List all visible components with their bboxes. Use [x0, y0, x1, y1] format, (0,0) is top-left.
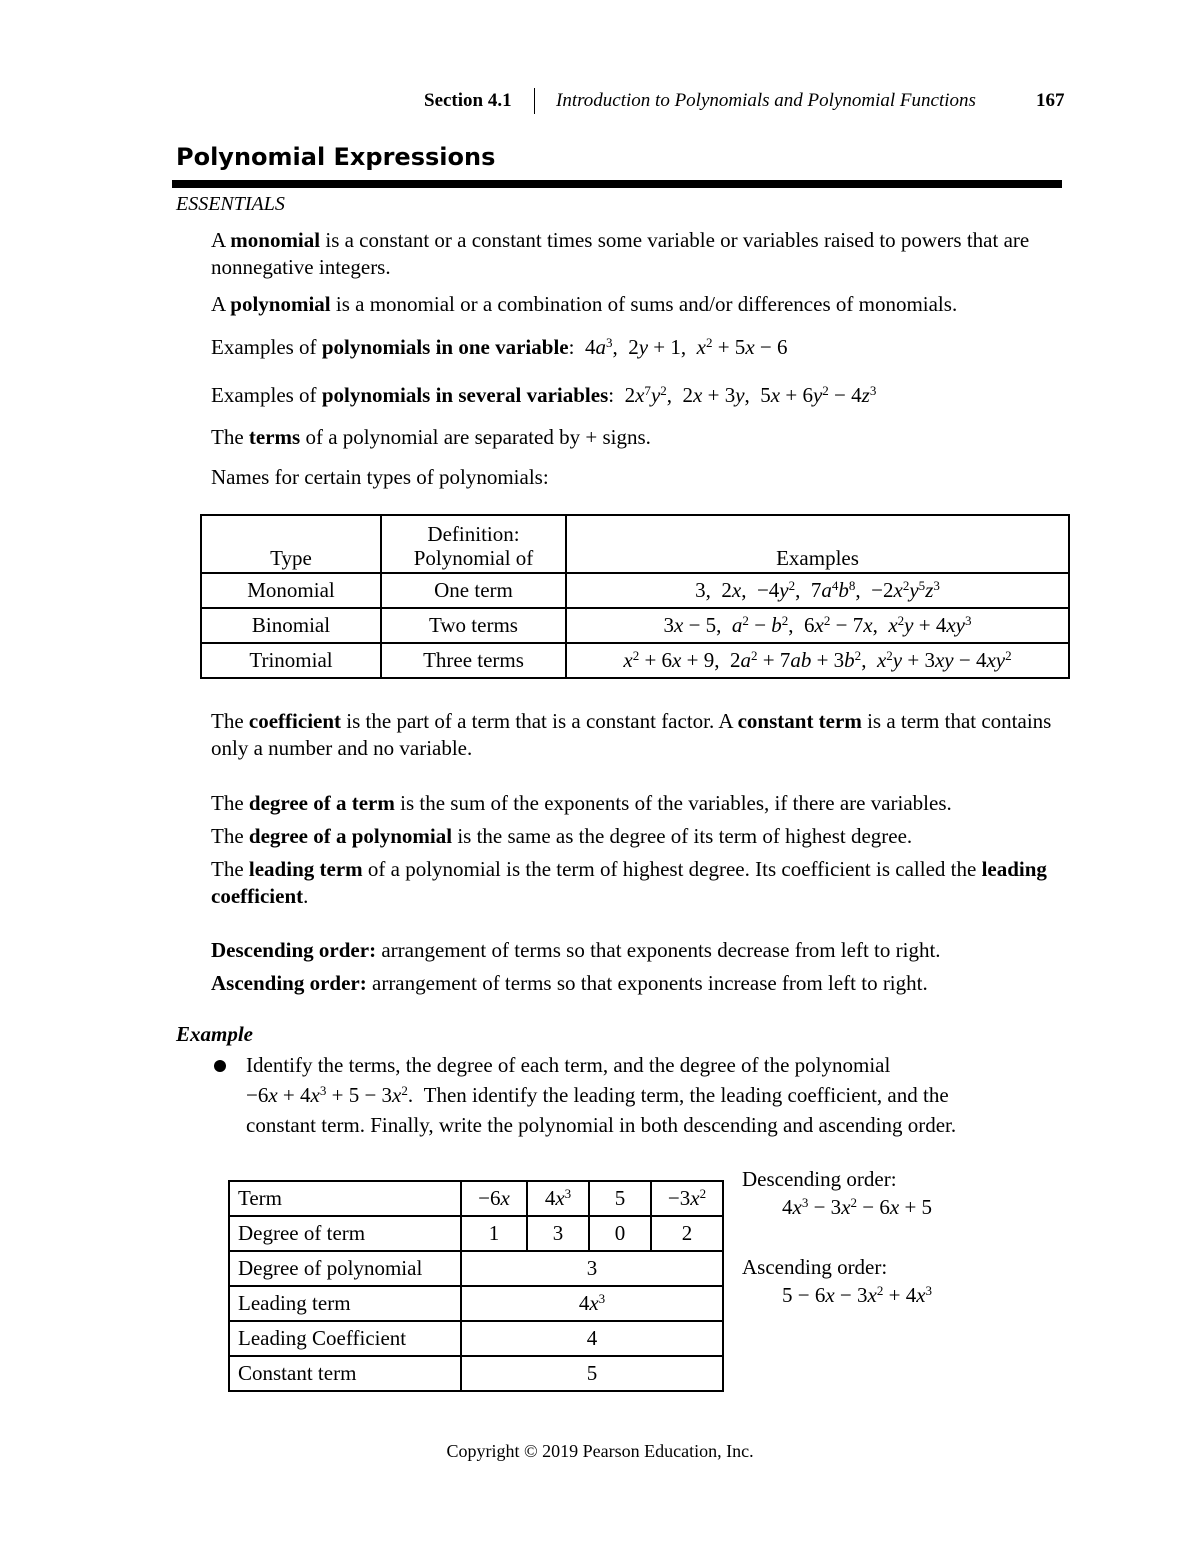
term-polynomial: polynomial: [230, 292, 331, 316]
term-ascending: Ascending order:: [211, 971, 367, 995]
header-type: Type: [201, 515, 381, 573]
text: is a term that contains only a number and no variable.: [211, 709, 1052, 760]
monomial-definition: [211, 227, 1071, 281]
polynomial-types-table: [200, 514, 1070, 679]
copyright-footer: Copyright © 2019 Pearson Education, Inc.: [446, 1441, 754, 1461]
type-cell: Binomial: [201, 608, 381, 643]
term-leading-term: leading term: [248, 857, 363, 881]
bullet-icon: [214, 1060, 226, 1072]
value-cell: 3: [461, 1251, 723, 1286]
math-expression: $-6x + 4x^3 + 5 - 3x^2$.: [246, 1082, 414, 1107]
degree-cell: 3: [527, 1216, 589, 1251]
running-header: [424, 88, 1064, 116]
example-heading: Example: [176, 1022, 253, 1046]
text: The: [211, 709, 244, 733]
text: is the same as the degree of its term of highest degree.: [457, 824, 913, 848]
type-cell: Trinomial: [201, 643, 381, 678]
row-label: Constant term: [229, 1356, 461, 1391]
type-cell: Monomial: [201, 573, 381, 608]
ascending-order-answer: [742, 1253, 932, 1309]
term-constant-term: constant term: [737, 709, 862, 733]
text: arrangement of terms so that exponents increase from left to right.: [372, 971, 928, 995]
text: arrangement of terms so that exponents decrease from left to right.: [381, 938, 941, 962]
descending-order-answer: [742, 1165, 932, 1221]
value-cell: 5: [461, 1356, 723, 1391]
table-row: [229, 1286, 723, 1321]
table-row: [201, 573, 1069, 608]
term-coefficient: coefficient: [248, 709, 342, 733]
text: is the sum of the exponents of the variables, if there are variables.: [400, 791, 952, 815]
examples-cell: $x^2 + 6x + 9$, $2a^2 + 7ab + 3b^2$, $x^2y + 3xy - 4xy^2$: [566, 643, 1069, 678]
math-expression: $2x^7y^2$, 2x + 3y, $5x + 6y^2 - 4z^3$: [624, 382, 877, 407]
page-title: Polynomial Expressions: [176, 143, 496, 171]
row-label: Leading term: [229, 1286, 461, 1321]
term-degree-of-term: degree of a term: [248, 791, 395, 815]
text: The: [211, 425, 244, 449]
degree-cell: 2: [651, 1216, 723, 1251]
text: A: [211, 228, 226, 252]
section-title: Introduction to Polynomials and Polynomial Functions: [556, 90, 976, 111]
term-cell: 5: [589, 1181, 651, 1216]
math-expression: $4a^3$, 2y + 1, $x^2 + 5x - 6$: [584, 334, 788, 359]
coefficient-definition: [211, 708, 1071, 762]
text: A: [211, 292, 226, 316]
table-row: [229, 1321, 723, 1356]
example-table: [228, 1180, 724, 1392]
table-row: [229, 1356, 723, 1391]
polynomial-definition: [211, 291, 1071, 318]
header-divider: [534, 88, 535, 114]
table-row: [229, 1251, 723, 1286]
text: of a polynomial are separated by + signs.: [305, 425, 651, 449]
term-cell: $4x^3$: [527, 1181, 589, 1216]
row-label: Term: [229, 1181, 461, 1216]
term-leading-coefficient: leading coefficient: [211, 857, 1047, 908]
title-rule: [172, 180, 1062, 188]
table-row: [201, 608, 1069, 643]
math-expression: $4x^3 - 3x^2 - 6x + 5$: [782, 1194, 933, 1219]
term-one-variable: polynomials in one variable: [321, 335, 569, 359]
text: .: [303, 884, 309, 908]
math-expression: $5 - 6x - 3x^2 + 4x^3$: [782, 1282, 933, 1307]
text: is a constant or a constant times some variable or variables raised to powers that are nonnegative integers.: [211, 228, 1030, 279]
definition-cell: Two terms: [381, 608, 566, 643]
text: Definition:: [427, 522, 520, 546]
page-number: 167: [1036, 90, 1065, 111]
degree-cell: 1: [461, 1216, 527, 1251]
header-definition: [381, 515, 566, 573]
degree-polynomial-definition: [211, 823, 1071, 850]
text: of a polynomial is the term of highest degree. Its coefficient is called the: [367, 857, 977, 881]
several-variables-examples: Examples of polynomials in several variables: $2x^7y^2$, 2x + 3y, $5x + 6y^2 - 4z^3$: [211, 382, 877, 407]
term-cell: $-3x^2$: [651, 1181, 723, 1216]
examples-cell: 3x − 5, $a^2 - b^2$, $6x^2 - 7x$, $x^2y + 4xy^3$: [566, 608, 1069, 643]
text: The: [211, 824, 244, 848]
text: is a monomial or a combination of sums and/or differences of monomials.: [335, 292, 958, 316]
text: Examples of: [211, 383, 317, 407]
table-header-row: [201, 515, 1069, 573]
row-label: Leading Coefficient: [229, 1321, 461, 1356]
essentials-label: ESSENTIALS: [176, 193, 285, 215]
section-number: Section 4.1: [424, 90, 512, 111]
value-cell: 4: [461, 1321, 723, 1356]
descending-definition: [211, 937, 1071, 964]
text: is the part of a term that is a constant factor. A: [346, 709, 733, 733]
leading-term-definition: [211, 856, 1071, 910]
term-cell: −6x: [461, 1181, 527, 1216]
table-row: [201, 643, 1069, 678]
ascending-label: Ascending order:: [742, 1255, 888, 1279]
term-descending: Descending order:: [211, 938, 377, 962]
degree-term-definition: [211, 790, 1071, 817]
term-terms: terms: [248, 425, 301, 449]
text: The: [211, 791, 244, 815]
examples-cell: 3, 2x, $-4y^2$, $7a^4b^8$, $-2x^2y^5z^3$: [566, 573, 1069, 608]
row-label: Degree of term: [229, 1216, 461, 1251]
table-row: [229, 1181, 723, 1216]
header-examples: Examples: [566, 515, 1069, 573]
row-label: Degree of polynomial: [229, 1251, 461, 1286]
ascending-definition: [211, 970, 1071, 997]
names-intro: Names for certain types of polynomials:: [211, 465, 549, 489]
table-row: [229, 1216, 723, 1251]
text: Identify the terms, the degree of each term, and the degree of the polynomial: [246, 1053, 891, 1077]
terms-definition: [211, 424, 1071, 451]
text: Examples of: [211, 335, 317, 359]
text: Polynomial of: [413, 546, 534, 570]
text: The: [211, 857, 244, 881]
definition-cell: Three terms: [381, 643, 566, 678]
degree-cell: 0: [589, 1216, 651, 1251]
one-variable-examples: Examples of polynomials in one variable: $4a^3$, 2y + 1, $x^2 + 5x - 6$: [211, 334, 788, 359]
example-prompt: [246, 1050, 1076, 1140]
definition-cell: One term: [381, 573, 566, 608]
text: constant term. Finally, write the polynomial in both descending and ascending order.: [246, 1113, 957, 1137]
term-monomial: monomial: [230, 228, 321, 252]
term-degree-of-polynomial: degree of a polynomial: [248, 824, 453, 848]
term-several-variables: polynomials in several variables: [321, 383, 609, 407]
text: Then identify the leading term, the leading coefficient, and the: [423, 1083, 949, 1107]
value-cell: $4x^3$: [461, 1286, 723, 1321]
descending-label: Descending order:: [742, 1167, 897, 1191]
